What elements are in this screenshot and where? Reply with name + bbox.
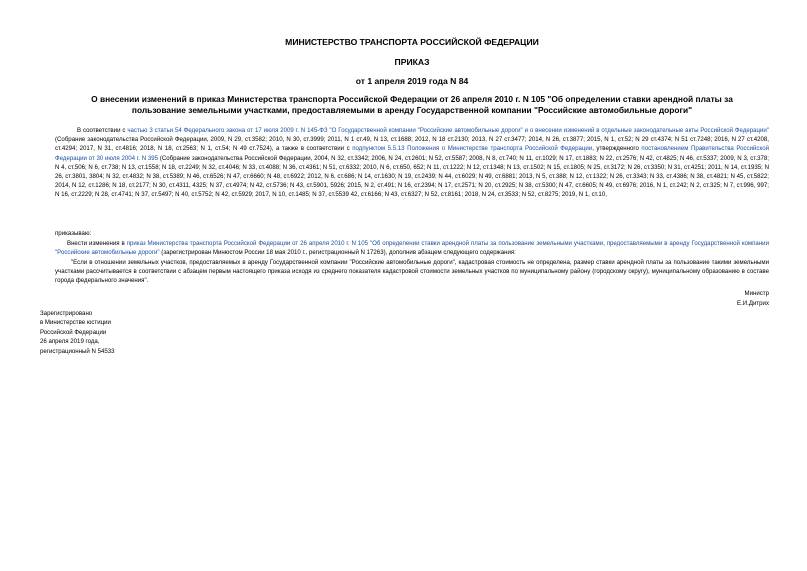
amendment-text-2: (зарегистрирован Минюстом России 18 мая 2010 г., регистрационный N 17263), дополнив абзацем следующего содержания: [159,249,516,257]
registration-date: 26 апреля 2019 года, [40,338,100,346]
preamble-text-3: , утвержденного [592,145,642,153]
federal-law-link[interactable]: частью 3 статьи 54 Федерального закона от 17 июля 2009 г. N 145-ФЗ "О Государственной компании "Российские автомобильные дороги" и о внесении изменений в отдельные законодательные акты Российской Федерации" [127,127,769,134]
signature-block [737,289,769,308]
registration-number: регистрационный N 54533 [40,347,115,355]
document-type: ПРИКАЗ [394,57,430,67]
government-decree-link[interactable]: постановлением Правительства Российской Федерации от 30 июля 2004 г. N 395 [55,145,770,162]
amendment-text-1: Внести изменения в [67,240,127,247]
ministry-regulation-link[interactable]: подпунктом 5.5.13 Положения о Министерстве транспорта Российской Федерации [352,145,593,153]
preamble-text-1: В соответствии с [77,127,128,134]
ministry-heading: МИНИСТЕРСТВО ТРАНСПОРТА РОССИЙСКОЙ ФЕДЕРАЦИИ [285,37,539,47]
quoted-paragraph: "Если в отношении земельных участков, предоставляемых в аренду Государственной компании "Российские автомобильные дороги", кадастровая стоимость не определена, размер ставки арендной платы за пользование такими земельными участками рассчитывается в соответствии с абзацем первым настоящего приказа исходя из среднего показателя кадастровой стоимости земельных участков по муниципальному району (городскому округу), муниципальному образованию в составе города федерального значения". [55,259,769,285]
preamble-paragraph [55,126,769,200]
signatory-name: Е.И.Дитрих [737,299,769,307]
amended-order-link[interactable]: приказ Министерства транспорта Российской Федерации от 26 апреля 2010 г. N 105 "Об определении ставки арендной платы за пользование земельными участками, предоставляемыми в аренду Государственной компании "Российские автомобильные дороги" [55,240,769,257]
signatory-position: Министр [744,290,769,297]
amendment-paragraph [55,239,769,257]
preamble-text-2: (Собрание законодательства Российской Федерации, 2009, N 29, ст.3582; 2010, N 30, ст.3999; 2011, N 1 ст.49, N 13, ст.1688; 2012, N 18 ст.2130; 2013, N 27 ст.3477; 2014, N 26, ст.3877; 2015, N 1, ст.52; N 29 ст.4374; N 51 ст.7248; 2016, N 27 ст.4208, ст.4294; 2017, N 31, ст.4816; 2018, N 18, ст.2563; N 1, ст.54; N 49 ст.7524), а также в соответствии с [55,136,769,153]
registration-line: Российской Федерации [40,328,107,336]
ordered-line: приказываю: [55,230,92,237]
preamble-text-4: (Собрание законодательства Российской Федерации, 2004, N 32, ст.3342; 2006, N 24, ст.2601; N 52, ст.5587; 2008, N 8, ст.740; N 11, ст.1029; N 17, ст.1883; N 22, ст.2576; N 42, ст.4825; N 46, ст.5337; 2009, N 3, ст.378; N 4, ст.506; N 6, ст.738; N 13, ст.1558; N 18, ст.2249; N 32, ст.4046; N 33, ст.4088; N 36, ст.4361; N 51, ст.6332; 2010, N 6, ст.650, 652; N 11, ст.1222; N 12, ст.1348; N 13, ст.1502; N 15, ст.1805; N 25, ст.3172; N 26, ст.3350; N 31, ст.4251; 2011, N 14, ст.1935; N 26, ст.3801, 3804; N 32, ст.4832; N 38, ст.5389; N 46, ст.6526; N 47, ст.6660; N 48, ст.6922; 2012, N 6, ст.686; N 14, ст.1630; N 19, ст.2439; N 44, ст.6029; N 49, ст.6881; 2013, N 5, ст.388; N 12, ст.1322; N 26, ст.3343; N 33, ст.4386; N 38, ст.4821; N 45, ст.5822; 2014, N 12, ст.1286; N 18, ст.2177; N 30, ст.4311, 4325; N 37, ст.4974; N 42, ст.5736; N 43, ст.5901, 5926; 2015, N 2, ст.491; N 16, ст.2394; N 17, ст.2571; N 20, ст.2925; N 38, ст.5300; N 47, ст.6605; N 49, ст.6976; 2016, N 1, ст.242; N 2, ст.325; N 7, ст.996, 997; N 16, ст.2229; N 28, ст.4741; N 37, ст.5497; N 40, ст.5752; N 42, ст.5929; 2017, N 10, ст.1485; N 37, ст.5539 42, ст.6166; N 43, ст.6327; N 52, ст.8161; 2018, N 24, ст.3533; N 52, ст.8275; 2019, N 1, ст.10, [55,154,769,199]
document-title: О внесении изменений в приказ Министерства транспорта Российской Федерации от 26 апреля 2010 г. N 105 "Об определении ставки арендной платы за пользование земельными участками, предоставляемыми в аренду Государственной компании "Российские автомобильные дороги" [91,94,733,115]
document-date-number: от 1 апреля 2019 года N 84 [355,76,469,86]
registration-block [40,309,115,356]
registration-line: Зарегистрировано [40,310,93,317]
registration-line: в Министерстве юстиции [40,319,111,327]
